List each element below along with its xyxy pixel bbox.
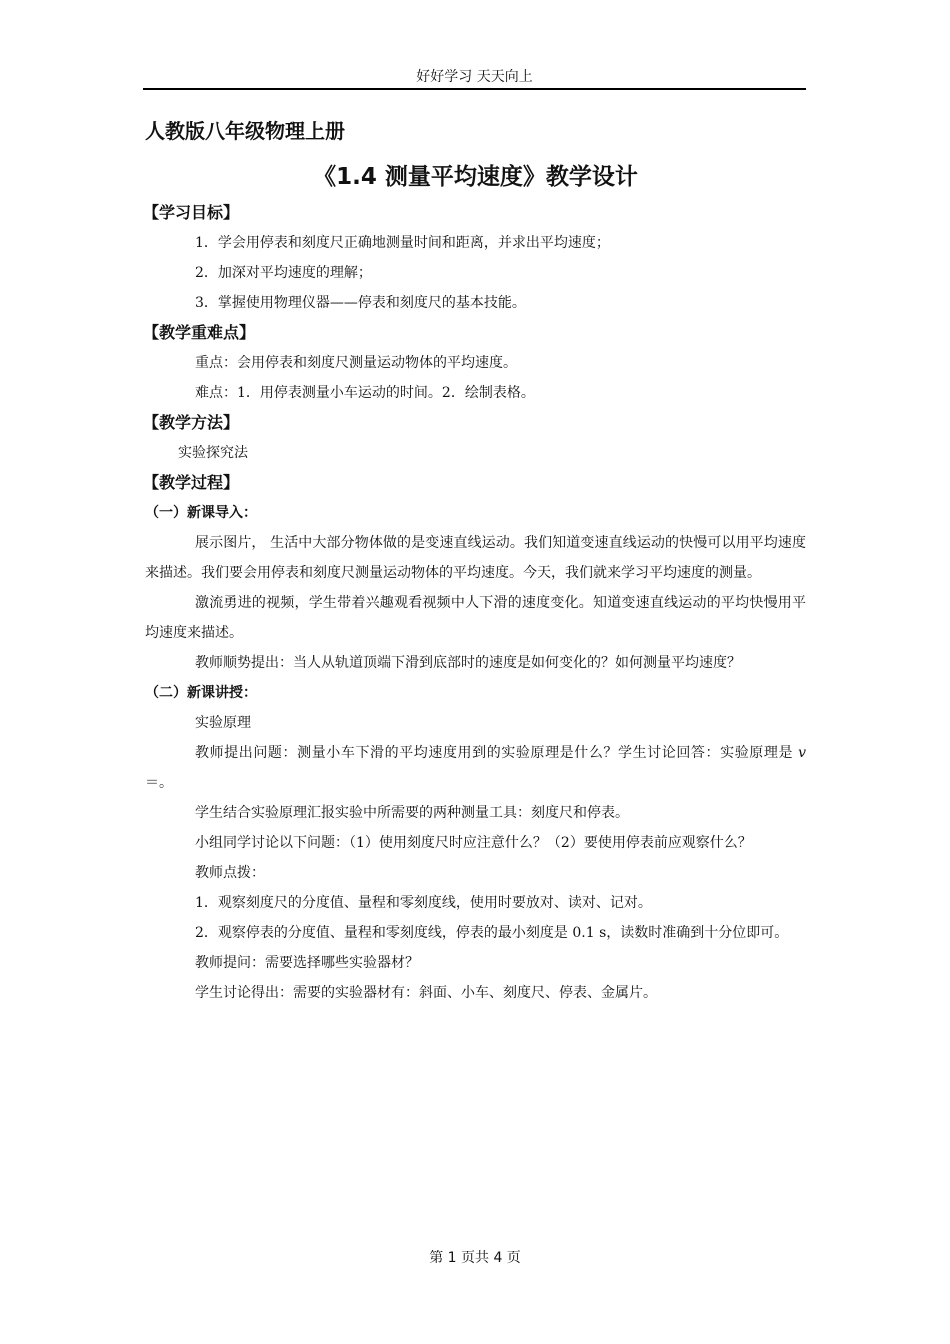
- paragraph: 教师顺势提出：当人从轨道顶端下滑到底部时的速度是如何变化的？如何测量平均速度？: [195, 655, 741, 671]
- paragraph: 小组同学讨论以下问题：（1）使用刻度尺时应注意什么？（2）要使用停表前应观察什么？: [195, 835, 752, 851]
- section-heading-key-points: 【教学重难点】: [143, 323, 256, 342]
- objective-item: 2．加深对平均速度的理解；: [195, 265, 372, 281]
- page-header: 好好学习 天天向上: [416, 69, 533, 85]
- velocity-symbol: v: [798, 745, 806, 761]
- section-heading-process: 【教学过程】: [143, 473, 240, 492]
- objective-item: 1．学会用停表和刻度尺正确地测量时间和距离，并求出平均速度；: [195, 235, 610, 251]
- paragraph-principle: [145, 738, 806, 798]
- section-heading-methods: 【教学方法】: [143, 413, 240, 432]
- paragraph: 2．观察停表的分度值、量程和零刻度线，停表的最小刻度是 0.1 s，读数时准确到十分位即可。: [195, 925, 789, 941]
- principle-text: 教师提出问题：测量小车下滑的平均速度用到的实验原理是什么？学生讨论回答：实验原理是: [195, 745, 799, 761]
- subsection-heading-intro: （一）新课导入：: [145, 505, 257, 521]
- key-point-difficulty: 难点：1．用停表测量小车运动的时间。2．绘制表格。: [195, 385, 535, 401]
- paragraph: 学生结合实验原理汇报实验中所需要的两种测量工具：刻度尺和停表。: [195, 805, 629, 821]
- paragraph: 教师提问：需要选择哪些实验器材？: [195, 955, 419, 971]
- section-heading-objectives: 【学习目标】: [143, 203, 240, 222]
- document-body: [145, 114, 806, 1008]
- page-footer: 第 1 页共 4 页: [429, 1250, 521, 1266]
- objective-item: 3．掌握使用物理仪器——停表和刻度尺的基本技能。: [195, 295, 526, 311]
- paragraph: 教师点拨：: [195, 865, 265, 881]
- paragraph: 激流勇进的视频，学生带着兴趣观看视频中人下滑的速度变化。知道变速直线运动的平均快慢用平均速度来描述。: [145, 595, 806, 641]
- header-rule: [143, 88, 806, 90]
- methods-text: 实验探究法: [178, 445, 248, 461]
- paragraph: 实验原理: [195, 715, 251, 731]
- document-subtitle: 人教版八年级物理上册: [145, 119, 345, 143]
- paragraph: 学生讨论得出：需要的实验器材有：斜面、小车、刻度尺、停表、金属片。: [195, 985, 657, 1001]
- document-title: 《1.4 测量平均速度》教学设计: [313, 164, 638, 190]
- principle-end: ＝。: [145, 775, 173, 791]
- paragraph: 展示图片， 生活中大部分物体做的是变速直线运动。我们知道变速直线运动的快慢可以用平均速度来描述。我们要会用停表和刻度尺测量运动物体的平均速度。今天，我们就来学习平均速度的测量。: [145, 535, 806, 581]
- paragraph: 1．观察刻度尺的分度值、量程和零刻度线，使用时要放对、读对、记对。: [195, 895, 652, 911]
- subsection-heading-lecture: （二）新课讲授：: [145, 685, 257, 701]
- key-point-focus: 重点：会用停表和刻度尺测量运动物体的平均速度。: [195, 355, 517, 371]
